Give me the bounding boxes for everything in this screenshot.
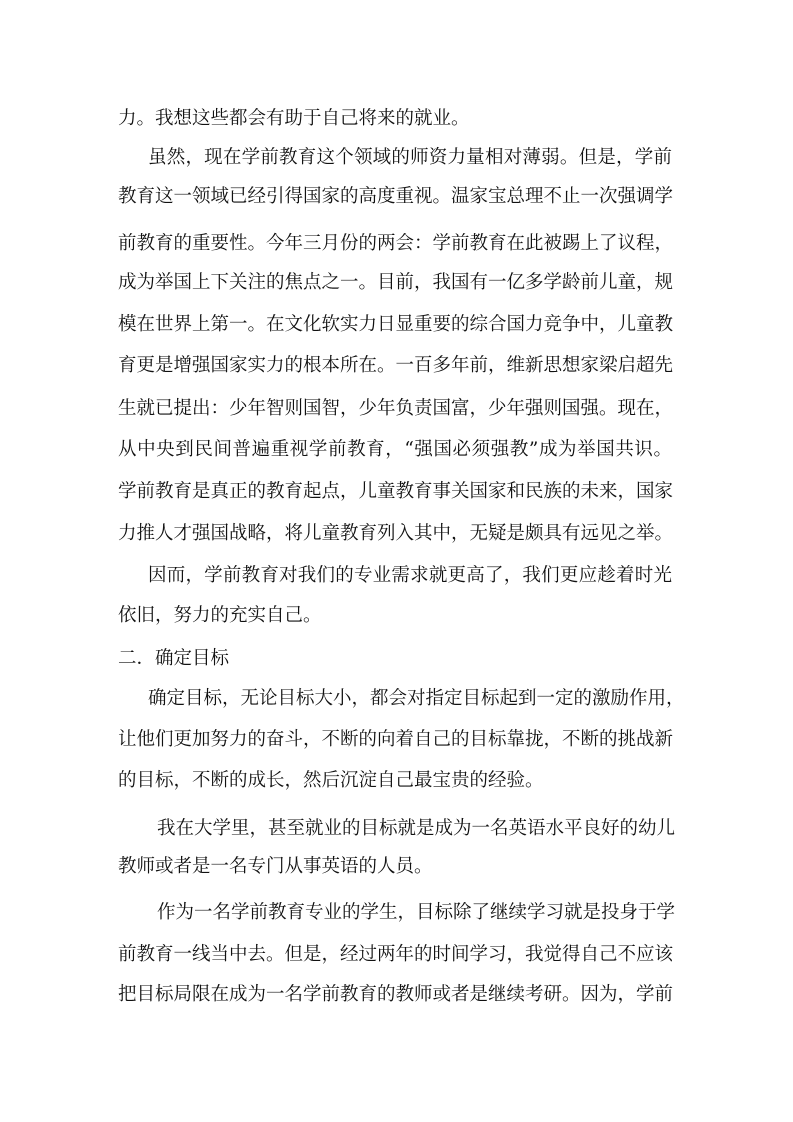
text-line: 力推人才强国战略，将儿童教育列入其中，无疑是颇具有远见之举。 xyxy=(118,523,674,544)
text-line: 依旧，努力的充实自己。 xyxy=(118,605,322,626)
text-line: 育更是增强国家实力的根本所在。一百多年前，维新思想家梁启超先 xyxy=(118,355,674,376)
text-line: 生就已提出：少年智则国智，少年负责国富，少年强则国强。现在， xyxy=(118,398,674,419)
text-line: 的目标，不断的成长，然后沉淀自己最宝贵的经验。 xyxy=(118,770,544,791)
text-line: 前教育一线当中去。但是，经过两年的时间学习，我觉得自己不应该 xyxy=(118,944,674,965)
text-line: 学前教育是真正的教育起点，儿童教育事关国家和民族的未来，国家 xyxy=(118,481,674,502)
section-heading: 二．确定目标 xyxy=(118,648,230,669)
paragraph-first-line: 虽然，现在学前教育这个领域的师资力量相对薄弱。但是，学前 xyxy=(148,147,672,168)
text-line: 教师或者是一名专门从事英语的人员。 xyxy=(118,856,433,877)
paragraph-first-line: 确定目标，无论目标大小，都会对指定目标起到一定的激励作用， xyxy=(148,688,685,709)
text-line: 让他们更加努力的奋斗，不断的向着自己的目标靠拢，不断的挑战新 xyxy=(118,729,674,750)
text-line: 从中央到民间普遍重视学前教育，“强国必须强教”成为举国共识。 xyxy=(118,439,672,460)
paragraph-first-line: 我在大学里，甚至就业的目标就是成为一名英语水平良好的幼儿 xyxy=(157,818,676,839)
paragraph-first-line: 作为一名学前教育专业的学生，目标除了继续学习就是投身于学 xyxy=(157,902,676,923)
text-line: 成为举国上下关注的焦点之一。目前，我国有一亿多学龄前儿童，规 xyxy=(118,272,674,293)
text-line: 把目标局限在成为一名学前教育的教师或者是继续考研。因为，学前 xyxy=(118,984,674,1005)
text-line: 力。我想这些都会有助于自己将来的就业。 xyxy=(118,108,470,129)
text-line: 模在世界上第一。在文化软实力日显重要的综合国力竞争中，儿童教 xyxy=(118,314,674,335)
text-line: 前教育的重要性。今年三月份的两会：学前教育在此被踢上了议程， xyxy=(118,233,674,254)
text-line: 教育这一领域已经引得国家的高度重视。温家宝总理不止一次强调学 xyxy=(118,186,674,207)
paragraph-first-line: 因而，学前教育对我们的专业需求就更高了，我们更应趁着时光 xyxy=(148,565,672,586)
